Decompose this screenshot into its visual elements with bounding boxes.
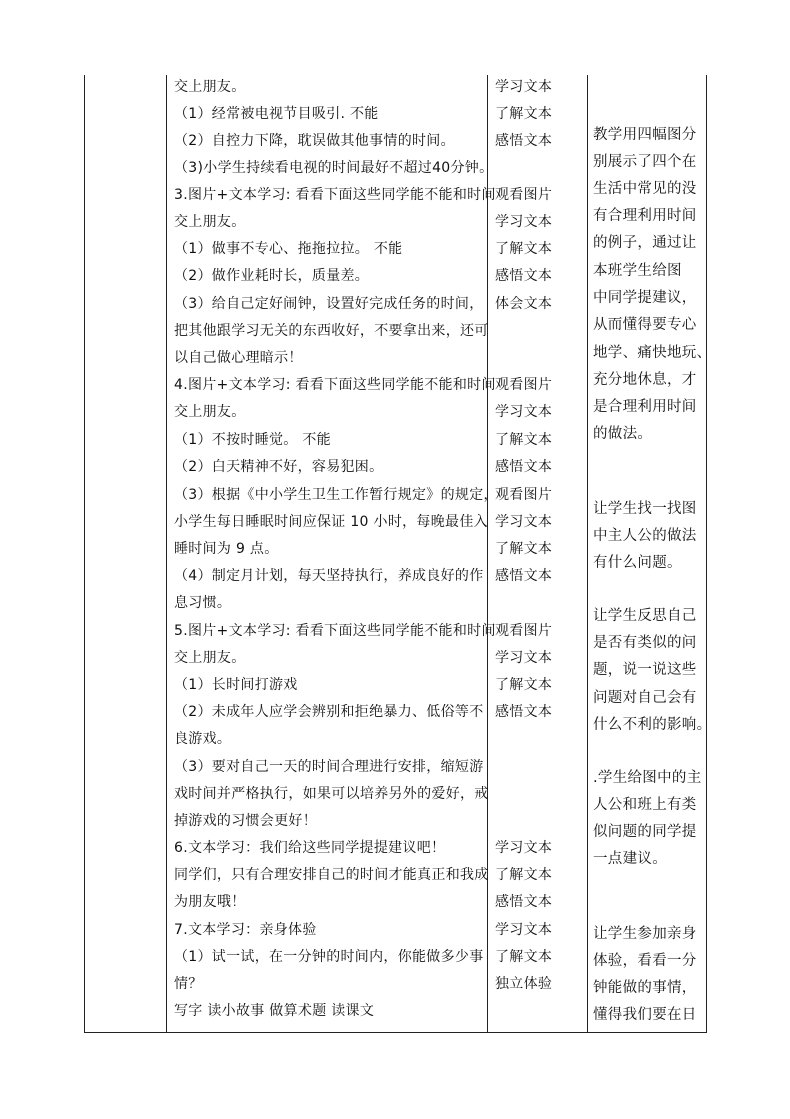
intent-line: 的做法。 — [593, 426, 653, 442]
intent-line: 似问题的同学提 — [593, 824, 697, 840]
content-line: （1）不按时睡觉。 不能 — [174, 432, 331, 448]
table-border-left — [84, 75, 85, 1033]
activity-line: 学习文本 — [495, 514, 553, 530]
content-line: 戏时间并严格执行，如果可以培养另外的爱好，戒 — [174, 786, 489, 802]
content-line: 息习惯。 — [174, 595, 232, 611]
activity-line: 了解文本 — [495, 867, 553, 883]
content-line: 以自己做心理暗示！ — [174, 350, 303, 366]
activity-line: 了解文本 — [495, 677, 553, 693]
intent-line: 有什么问题。 — [593, 555, 682, 571]
content-line: （1）经常被电视节目吸引. 不能 — [174, 106, 379, 122]
table-divider-2 — [487, 75, 488, 1033]
intent-line: 是否有类似的问 — [593, 635, 697, 651]
content-line: 交上朋友。 — [174, 404, 246, 420]
table-border-right — [706, 75, 707, 1033]
content-line: 同学们，只有合理安排自己的时间才能真正和我成 — [174, 867, 489, 883]
intent-line: 地学、痛快地玩、 — [593, 345, 712, 361]
intent-line: 教学用四幅图分 — [593, 127, 697, 143]
activity-line: 独立体验 — [495, 976, 553, 992]
content-line: 写字 读小故事 做算术题 读课文 — [174, 1003, 375, 1019]
content-line: （2）做作业耗时长，质量差。 — [174, 268, 370, 284]
intent-line: 让学生参加亲身 — [593, 926, 697, 942]
content-line: 交上朋友。 — [174, 79, 246, 95]
activity-line: 学习文本 — [495, 650, 553, 666]
content-line: 6.文本学习：我们给这些同学提提建议吧！ — [174, 840, 446, 856]
activity-line: 了解文本 — [495, 106, 553, 122]
intent-line: 别展示了四个在 — [593, 154, 697, 170]
intent-line: 体验，看看一分 — [593, 953, 697, 969]
activity-line: 观看图片 — [495, 187, 553, 203]
table-divider-1 — [166, 75, 167, 1033]
table-divider-3 — [587, 75, 588, 1033]
content-line: 把其他跟学习无关的东西收好，不要拿出来，还可 — [174, 323, 489, 339]
activity-line: 体会文本 — [495, 296, 553, 312]
intent-line: 一点建议。 — [593, 851, 667, 867]
content-line: （2）未成年人应学会辨别和拒绝暴力、低俗等不 — [174, 704, 484, 720]
activity-line: 学习文本 — [495, 404, 553, 420]
content-line: 情？ — [174, 976, 203, 992]
content-line: （1）长时间打游戏 — [174, 677, 298, 693]
intent-line: 是合理利用时间 — [593, 399, 697, 415]
activity-line: 了解文本 — [495, 432, 553, 448]
intent-line: 本班学生给图 — [593, 263, 682, 279]
content-line: 交上朋友。 — [174, 214, 246, 230]
activity-line: 感悟文本 — [495, 133, 553, 149]
activity-line: 了解文本 — [495, 949, 553, 965]
content-line: 小学生每日睡眠时间应保证 10 小时，每晚最佳入 — [174, 514, 488, 530]
content-line: 3.图片+文本学习: 看看下面这些同学能不能和时间 — [174, 187, 496, 203]
intent-line: 中同学提建议， — [593, 290, 697, 306]
content-line: （2）自控力下降，耽误做其他事情的时间。 — [174, 133, 455, 149]
activity-line: 观看图片 — [495, 623, 553, 639]
intent-line: 生活中常见的没 — [593, 181, 697, 197]
activity-line: 了解文本 — [495, 541, 553, 557]
content-line: 7.文本学习：亲身体验 — [174, 922, 317, 938]
content-line: 良游戏。 — [174, 731, 232, 747]
activity-line: 感悟文本 — [495, 894, 553, 910]
content-line: （4）制定月计划，每天坚持执行，养成良好的作 — [174, 568, 484, 584]
intent-line: 充分地休息，才 — [593, 372, 697, 388]
intent-line: 什么不利的影响。 — [593, 717, 712, 733]
content-line: （3)小学生持续看电视的时间最好不超过40分钟。 — [174, 160, 494, 176]
intent-line: 懂得我们要在日 — [593, 1007, 697, 1023]
activity-line: 学习文本 — [495, 840, 553, 856]
content-line: （1）做事不专心、拖拖拉拉。 不能 — [174, 241, 403, 257]
intent-line: 有合理利用时间 — [593, 208, 697, 224]
content-line: 4.图片+文本学习: 看看下面这些同学能不能和时间 — [174, 377, 496, 393]
content-line: （3）给自己定好闹钟，设置好完成任务的时间， — [174, 296, 484, 312]
content-line: 交上朋友。 — [174, 650, 246, 666]
activity-line: 学习文本 — [495, 214, 553, 230]
activity-line: 感悟文本 — [495, 704, 553, 720]
intent-line: 问题对自己会有 — [593, 690, 697, 706]
content-line: （2）白天精神不好，容易犯困。 — [174, 459, 384, 475]
activity-line: 了解文本 — [495, 241, 553, 257]
content-line: 睡时间为 9 点。 — [174, 541, 279, 557]
content-line: 为朋友哦！ — [174, 894, 246, 910]
activity-line: 学习文本 — [495, 922, 553, 938]
activity-line: 感悟文本 — [495, 459, 553, 475]
intent-line: 让学生找一找图 — [593, 501, 697, 517]
content-line: （1）试一试，在一分钟的时间内，你能做多少事 — [174, 949, 484, 965]
activity-line: 观看图片 — [495, 487, 553, 503]
intent-line: 中主人公的做法 — [593, 528, 697, 544]
activity-line: 学习文本 — [495, 79, 553, 95]
content-line: （3）根据《中小学生卫生工作暂行规定》的规定， — [174, 487, 498, 503]
intent-line: .学生给图中的主 — [593, 770, 702, 786]
intent-line: 的例子，通过让 — [593, 235, 697, 251]
intent-line: 让学生反思自己 — [593, 608, 697, 624]
activity-line: 感悟文本 — [495, 568, 553, 584]
intent-line: 题，说一说这些 — [593, 662, 697, 678]
intent-line: 人公和班上有类 — [593, 797, 697, 813]
activity-line: 感悟文本 — [495, 268, 553, 284]
activity-line: 观看图片 — [495, 377, 553, 393]
content-line: （3）要对自己一天的时间合理进行安排，缩短游 — [174, 759, 484, 775]
intent-line: 钟能做的事情， — [593, 980, 697, 996]
intent-line: 从而懂得要专心 — [593, 317, 697, 333]
content-line: 5.图片+文本学习: 看看下面这些同学能不能和时间 — [174, 623, 496, 639]
table-border-bottom — [84, 1032, 707, 1033]
content-line: 掉游戏的习惯会更好！ — [174, 813, 317, 829]
